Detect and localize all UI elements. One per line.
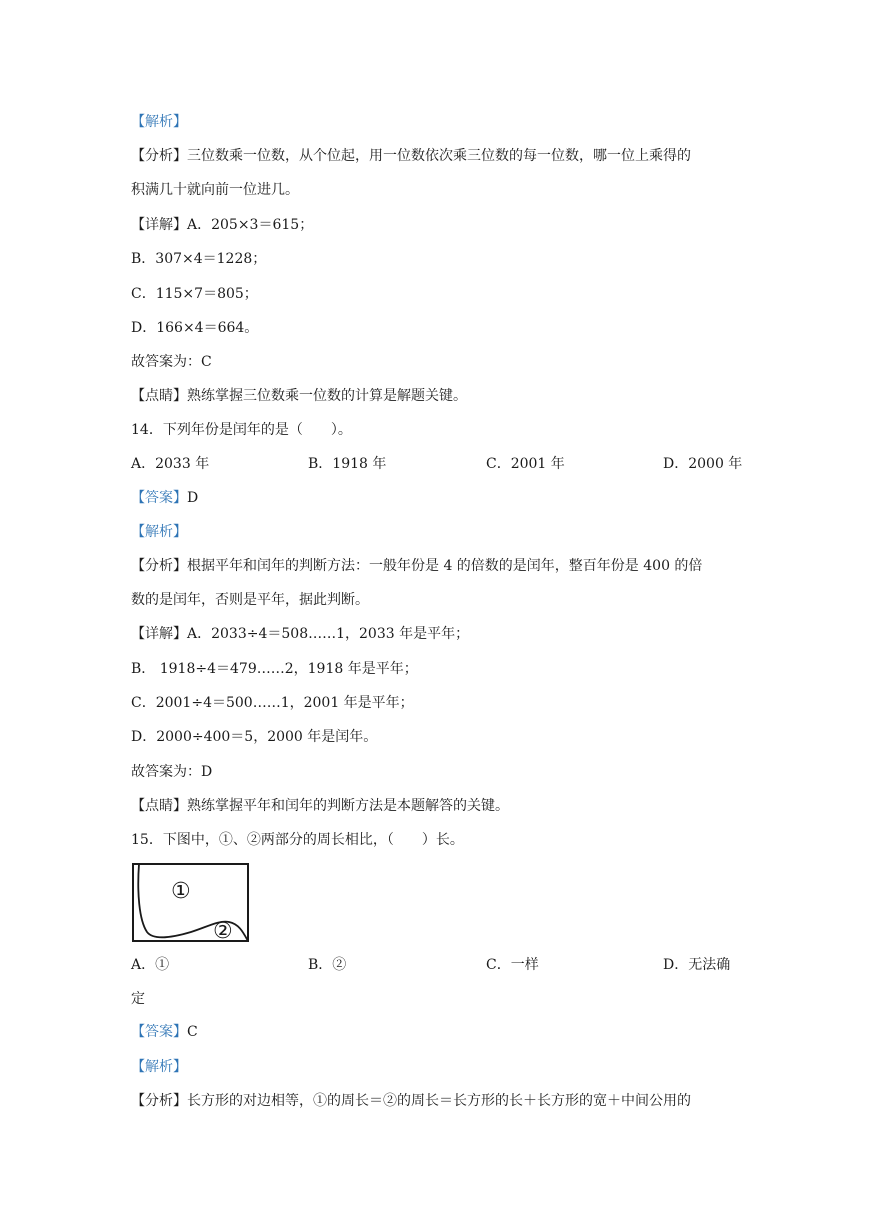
detail-a: A．2033÷4＝508……1，2033 年是平年； (187, 626, 470, 642)
analysis-text: 长方形的对边相等，①的周长＝②的周长＝长方形的长＋长方形的宽＋中间公用的 (187, 1093, 691, 1109)
q14-detail-d: D．2000÷400＝5，2000 年是闰年。 (131, 729, 378, 745)
q13-detail-d: D．166×4＝664。 (131, 320, 259, 336)
q15-answer (131, 1022, 198, 1042)
q13-analysis-cont: 积满几十就向前一位进几。 (131, 182, 299, 198)
key-point-text: 熟练掌握三位数乘一位数的计算是解题关键。 (187, 388, 467, 404)
analysis-tag: 【分析】 (131, 1093, 187, 1109)
q14-option-c: C．2001 年 (486, 456, 565, 472)
analysis-text: 三位数乘一位数，从个位起，用一位数依次乘三位数的每一位数，哪一位上乘得的 (187, 148, 691, 164)
q14-answer (131, 488, 198, 508)
analysis-text: 根据平年和闰年的判断方法：一般年份是 4 的倍数的是闰年，整百年份是 400 的倍 (187, 558, 703, 574)
q15-analysis (131, 1091, 691, 1111)
answer-tag: 【答案】 (131, 1024, 187, 1040)
key-point-tag: 【点睛】 (131, 798, 187, 814)
q13-answer-line: 故答案为：C (131, 354, 212, 370)
key-point-tag: 【点睛】 (131, 388, 187, 404)
q14-option-d: D．2000 年 (663, 456, 743, 472)
detail-tag: 【详解】 (131, 626, 187, 642)
q13-analysis (131, 146, 691, 166)
q14-jiexi-heading: 【解析】 (131, 524, 187, 540)
q15-option-b: B．② (308, 957, 347, 973)
detail-tag: 【详解】 (131, 217, 187, 233)
q15-option-a: A．① (131, 957, 170, 973)
answer-tag: 【答案】 (131, 490, 187, 506)
q14-analysis-cont: 数的是闰年，否则是平年，据此判断。 (131, 592, 369, 608)
q14-answer-line: 故答案为：D (131, 764, 213, 780)
q15-option-c: C．一样 (486, 957, 539, 973)
q15-jiexi-heading: 【解析】 (131, 1059, 187, 1075)
q15-option-d: D．无法确 (663, 957, 731, 973)
q15-question: 15．下图中，①、②两部分的周长相比，（ ）长。 (131, 832, 464, 848)
analysis-tag: 【分析】 (131, 148, 187, 164)
figure-label-2: ② (213, 919, 233, 944)
q13-detail-c: C．115×7＝805； (131, 286, 258, 302)
figure-label-1: ① (171, 879, 191, 904)
q15-figure (131, 862, 251, 944)
key-point-text: 熟练掌握平年和闰年的判断方法是本题解答的关键。 (187, 798, 509, 814)
answer-value: C (187, 1024, 198, 1040)
analysis-tag: 【分析】 (131, 558, 187, 574)
q14-key-point (131, 796, 509, 816)
q14-option-b: B．1918 年 (308, 456, 387, 472)
q14-detail-c: C．2001÷4＝500……1，2001 年是平年； (131, 695, 414, 711)
q14-option-a: A．2033 年 (131, 456, 210, 472)
detail-a: A．205×3＝615； (187, 217, 314, 233)
q14-detail (131, 624, 469, 644)
q15-option-d-wrap: 定 (131, 991, 145, 1007)
q13-key-point (131, 386, 467, 406)
q13-detail-b: B．307×4＝1228； (131, 251, 267, 267)
q13-detail (131, 215, 313, 235)
answer-value: D (187, 490, 199, 506)
q14-analysis (131, 556, 702, 576)
q14-detail-b: B． 1918÷4＝479……2，1918 年是平年； (131, 661, 418, 677)
q14-question: 14．下列年份是闰年的是（ ）。 (131, 422, 352, 438)
q13-jiexi-heading: 【解析】 (131, 114, 187, 130)
